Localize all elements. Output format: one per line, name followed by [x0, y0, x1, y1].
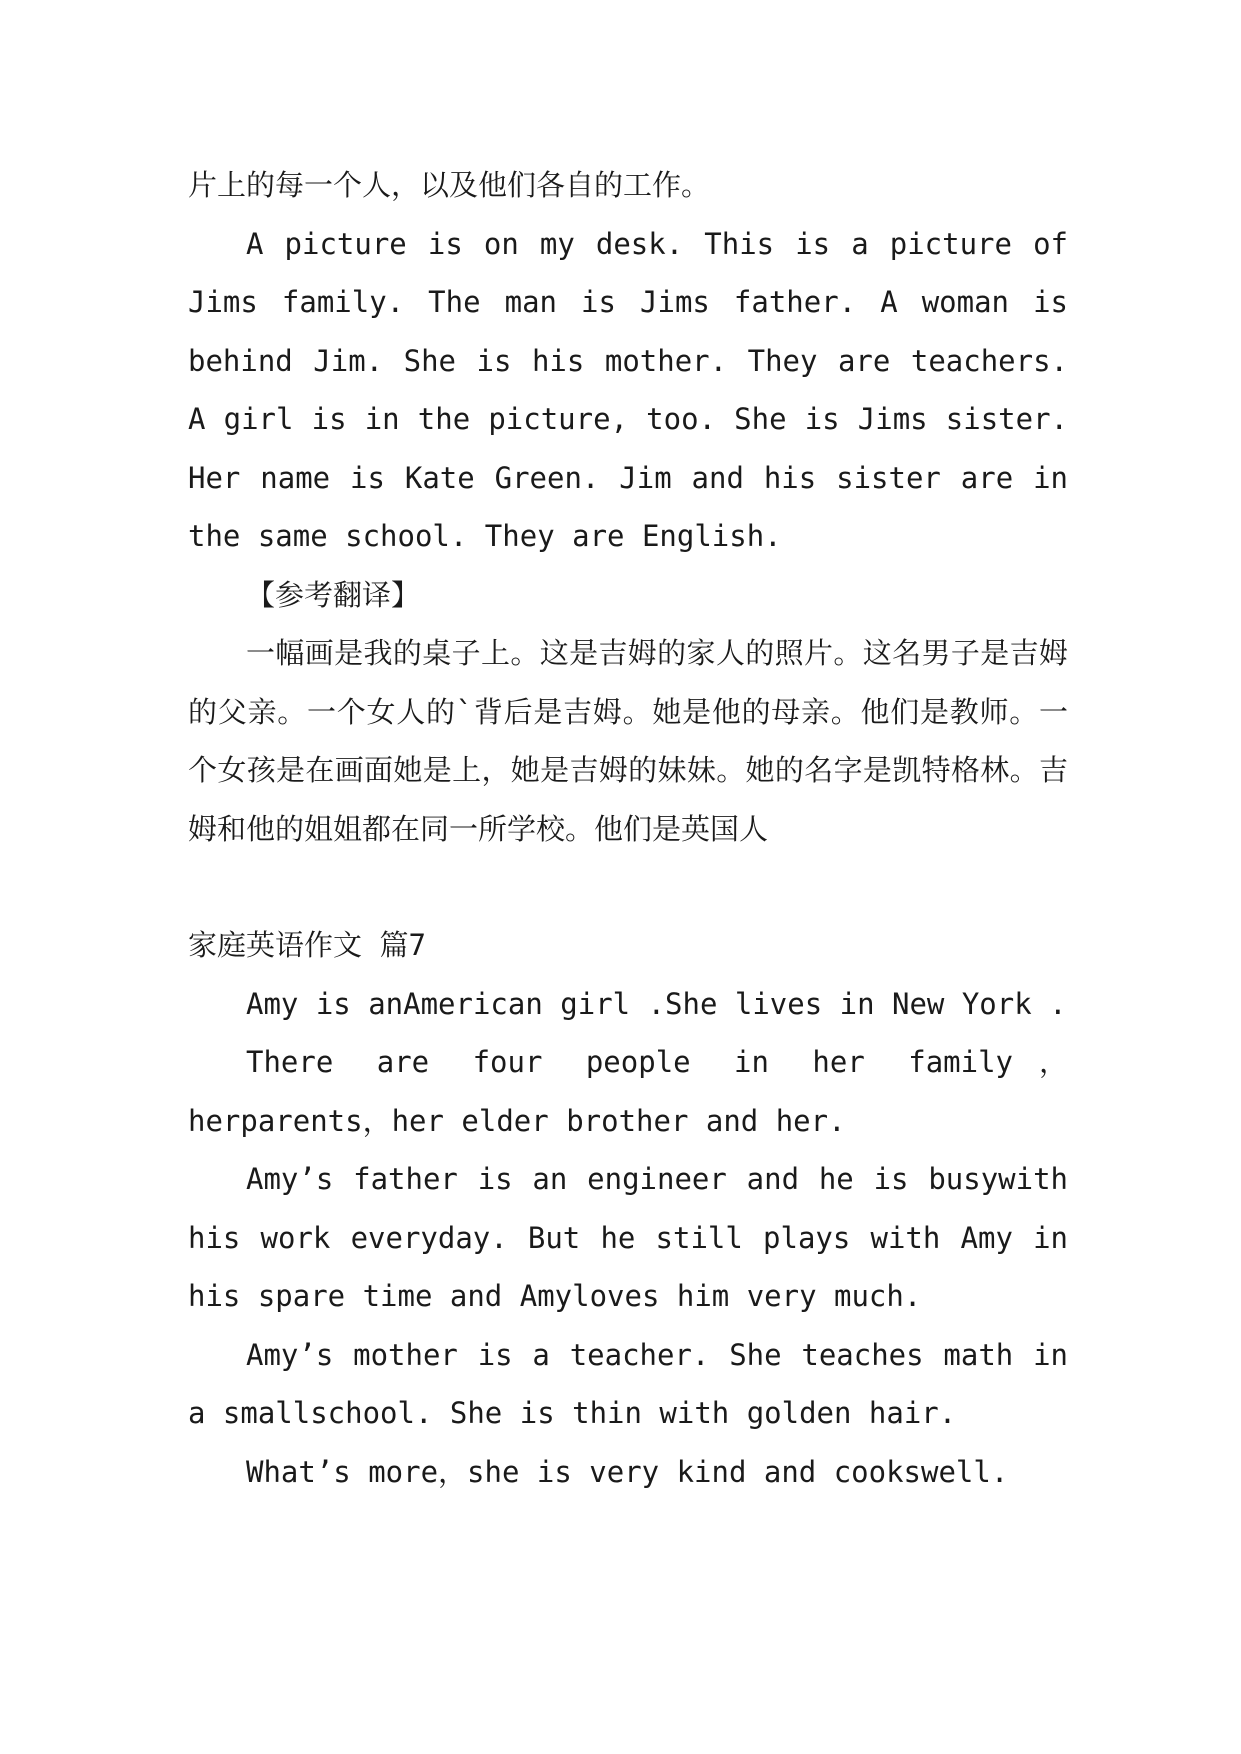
section-heading: 家庭英语作文 篇7 [188, 928, 426, 962]
paragraph-amy-3: Amy’s father is an engineer and he is busywith his work everyday. But he still plays with Amy in his spare time and Amyloves him very much. [188, 1162, 1068, 1313]
paragraph-intro-end: 片上的每一个人，以及他们各自的工作。 [188, 168, 711, 202]
paragraph-amy-4: Amy’s mother is a teacher. She teaches math in a smallschool. She is thin with golden hair. [188, 1337, 1068, 1430]
paragraph-translation: 一幅画是我的桌子上。这是吉姆的家人的照片。这名男子是吉姆的父亲。一个女人的`背后是吉姆。她是他的母亲。他们是教师。一个女孩是在画面她是上，她是吉姆的妹妹。她的名字是凯特格林。吉姆和他的姐姐都在同一所学校。他们是英国人 [188, 636, 1068, 846]
document-body [188, 156, 1068, 1501]
paragraph-amy-1: Amy is anAmerican girl .She lives in New York . [246, 986, 1067, 1021]
translation-label: 【参考翻译】 [246, 577, 421, 612]
paragraph-amy-2: There are four people in her family，herparents，her elder brother and her. [188, 1045, 1068, 1138]
section-gap [188, 858, 1068, 916]
paragraph-english-story: A picture is on my desk. This is a picture of Jims family. The man is Jims father. A woman is behind Jim. She is his mother. They are teachers. A girl is in the picture, too. She is Jims sister. Her name is Kate Green. Jim and his sister are in the same school. They are English. [188, 226, 1068, 553]
paragraph-amy-5: What’s more，she is very kind and cookswell. [246, 1454, 1009, 1489]
